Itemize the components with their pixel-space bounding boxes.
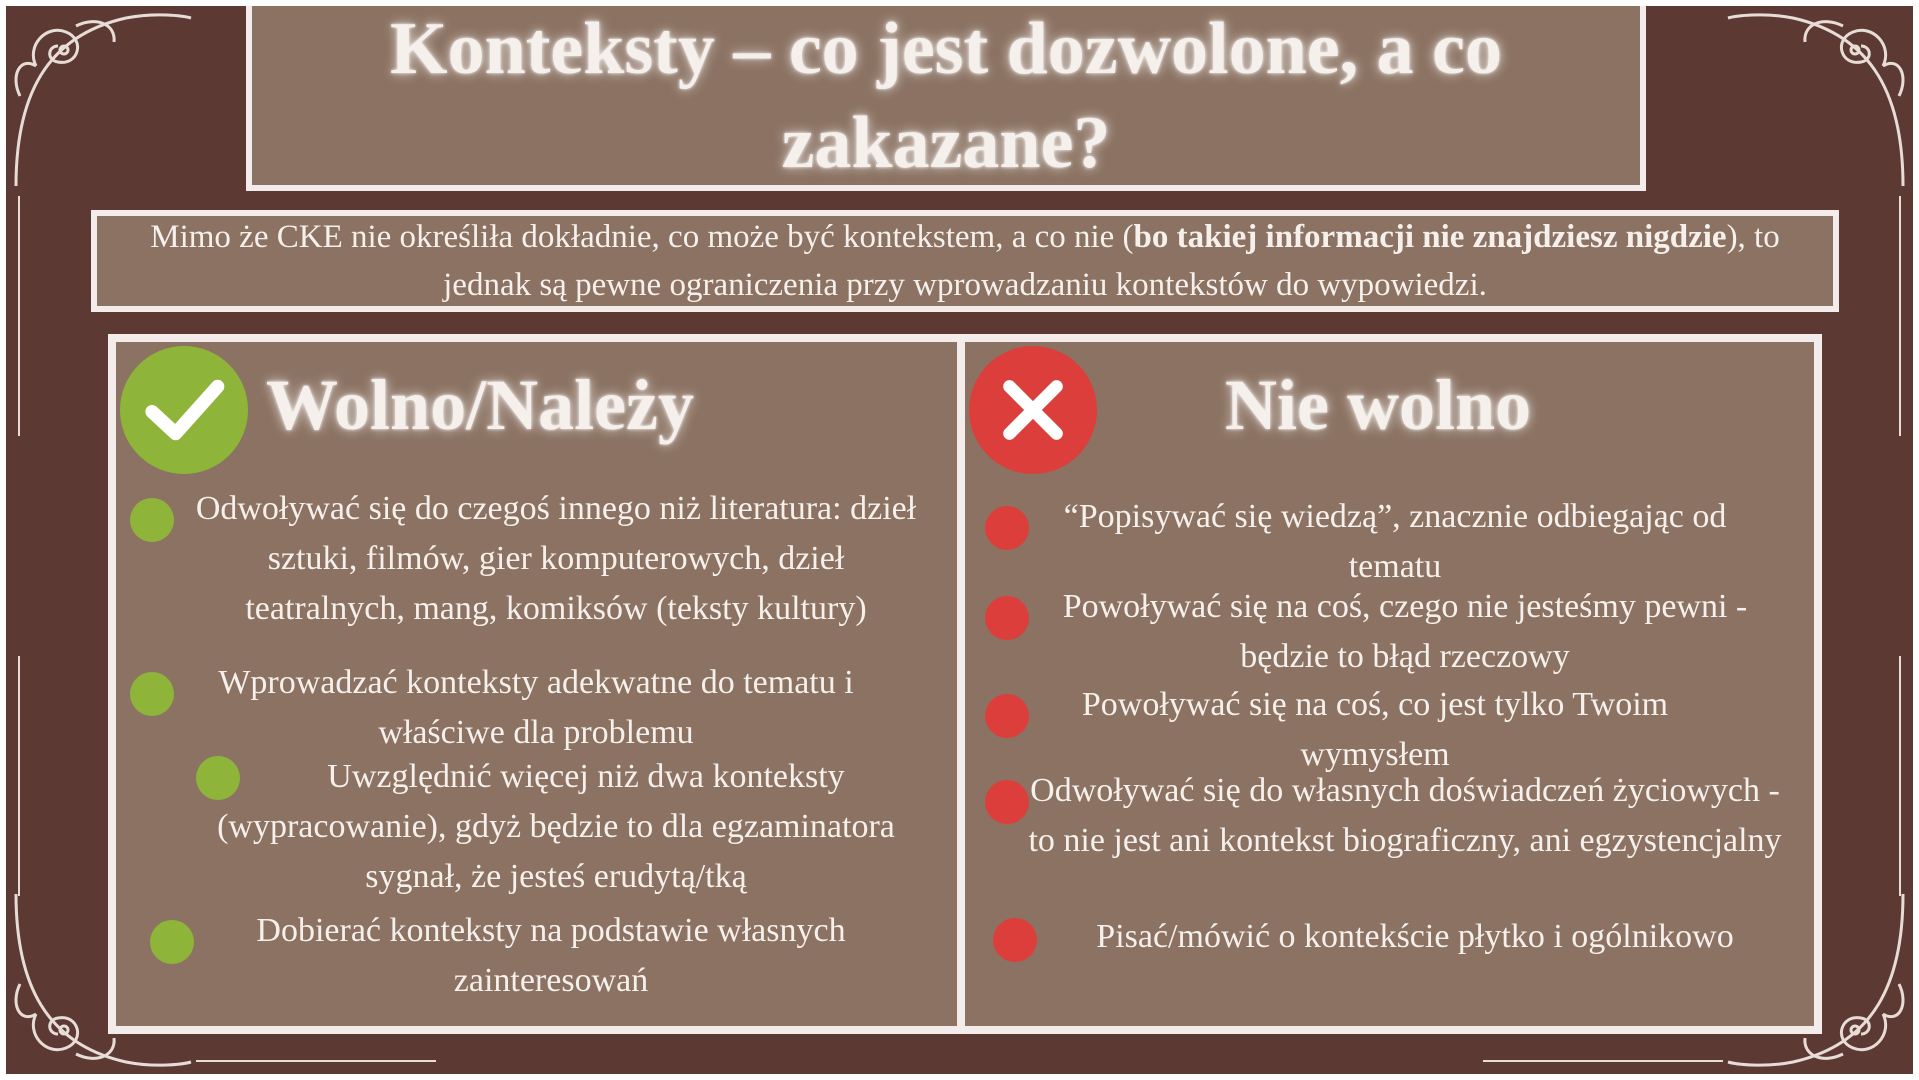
allowed-item — [116, 484, 957, 634]
allowed-item — [116, 752, 957, 902]
allowed-item — [116, 906, 957, 1006]
frame-line-bottom-right — [1483, 1060, 1723, 1062]
red-bullet-icon — [985, 694, 1029, 738]
intro-text-bold: bo takiej informacji nie znajdziesz nigdzie — [1133, 219, 1727, 255]
corner-ornament-top-right — [1723, 6, 1913, 196]
forbidden-item — [965, 680, 1814, 780]
forbidden-heading: Nie wolno — [1225, 365, 1531, 445]
forbidden-item-text: Odwoływać się do własnych doświadczeń życiowych - to nie jest ani kontekst biograficzny, ani egzystencjalny — [1028, 772, 1782, 859]
forbidden-item — [965, 582, 1814, 682]
check-icon — [120, 346, 248, 474]
green-bullet-icon — [130, 498, 174, 542]
frame-line-left-upper — [18, 196, 20, 436]
allowed-item-text: Odwoływać się do czegoś innego niż literatura: dzieł sztuki, filmów, gier komputerowych, dzieł teatralnych, mang, komiksów (teksty kultury) — [195, 490, 917, 627]
forbidden-item-text: Powoływać się na coś, co jest tylko Twoim wymysłem — [1081, 686, 1669, 773]
forbidden-item-text: “Popisywać się wiedzą”, znacznie odbiegając od tematu — [1063, 498, 1727, 585]
frame-line-left-lower — [18, 656, 20, 896]
allowed-header — [116, 342, 957, 492]
forbidden-item — [965, 492, 1814, 592]
red-bullet-icon — [985, 506, 1029, 550]
allowed-item — [116, 658, 957, 758]
comparison-panels — [108, 334, 1822, 1034]
x-icon — [969, 346, 1097, 474]
green-bullet-icon — [130, 672, 174, 716]
frame-line-bottom-left — [196, 1060, 436, 1062]
allowed-heading: Wolno/Należy — [266, 365, 694, 445]
red-bullet-icon — [985, 780, 1029, 824]
frame-line-right-lower — [1899, 656, 1901, 896]
forbidden-header — [965, 342, 1814, 492]
forbidden-item-text: Powoływać się na coś, czego nie jesteśmy pewni - będzie to błąd rzeczowy — [1062, 588, 1748, 675]
page-title: Konteksty – co jest dozwolone, a co zakazane? — [390, 7, 1502, 184]
allowed-item-text: Uwzględnić więcej niż dwa konteksty (wypracowanie), gdyż będzie to dla egzaminatora sygnał, że jesteś erudytą/tką — [217, 758, 895, 895]
corner-ornament-top-left — [6, 6, 196, 196]
title-box — [246, 6, 1646, 191]
red-bullet-icon — [993, 918, 1037, 962]
intro-box — [91, 210, 1839, 312]
forbidden-item — [965, 766, 1814, 916]
forbidden-item — [965, 912, 1814, 972]
allowed-item-text: Dobierać konteksty na podstawie własnych zainteresowań — [256, 912, 846, 999]
allowed-panel — [116, 342, 957, 1026]
slide — [6, 6, 1913, 1074]
green-bullet-icon — [150, 920, 194, 964]
allowed-item-text: Wprowadzać konteksty adekwatne do tematu i właściwe dla problemu — [218, 664, 854, 751]
forbidden-panel — [965, 342, 1814, 1026]
intro-text-end: ), to jednak są pewne ograniczenia przy wprowadzaniu kontekstów do wypowiedzi. — [443, 219, 1780, 303]
intro-text — [127, 213, 1803, 309]
forbidden-item-text: Pisać/mówić o kontekście płytko i ogólnikowo — [1096, 918, 1734, 955]
intro-text-start: Mimo że CKE nie określiła dokładnie, co może być kontekstem, a co nie ( — [150, 219, 1134, 255]
red-bullet-icon — [985, 596, 1029, 640]
frame-line-right-upper — [1899, 196, 1901, 436]
